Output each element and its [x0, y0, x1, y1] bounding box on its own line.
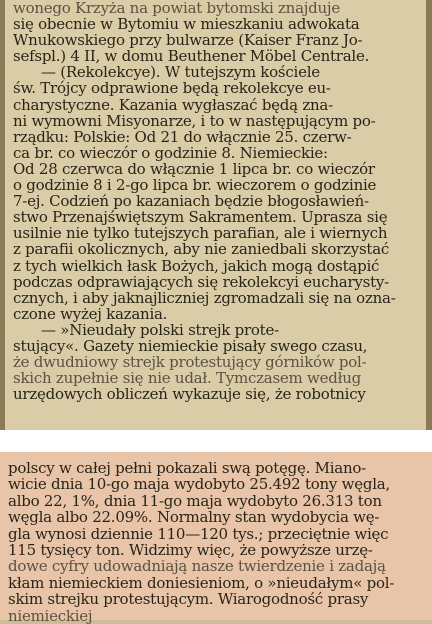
text-line: skim strejku protestującym. Wiarogodność prasy [8, 591, 369, 608]
text-line: niemieckiej [8, 607, 93, 624]
text-line: kłam niemieckiem doniesieniom, o »nieudałym« pol- [8, 574, 395, 592]
text-line: sefspl.) 4 II, w domu Beuthener Möbel Centrale. [13, 48, 370, 65]
text-line: węgla albo 22.09%. Normalny stan wydobycia wę- [8, 509, 380, 526]
text-line: stujący«. Gazety niemieckie pisały swego czasu, [13, 337, 368, 355]
text-line: charystyczne. Kazania wygłaszać będą zna- [13, 96, 333, 113]
text-line: się obecnie w Bytomiu w mieszkaniu adwokata [13, 16, 360, 33]
text-line: Wnukowskiego przy bulwarze (Kaiser Franz Jo- [13, 32, 363, 49]
text-line: skich zupełnie się nie udał. Tymczasem według [13, 370, 361, 387]
text-line: cznych, i aby jaknajliczniej zgromadzali się na ozna- [13, 289, 396, 306]
text-line: podczas odprawiających się rekolekcyi eucharysty- [13, 273, 389, 290]
page-gap [0, 430, 432, 452]
text-line: wicie dnia 10-go maja wydobyto 25.492 tony węgla, [8, 476, 390, 493]
text-line: z parafii okolicznych, aby nie zaniedbali skorzystać [13, 241, 390, 258]
text-line: rządku: Polskie: Od 21 do włącznie 25. czerw- [13, 128, 352, 145]
text-line: wonego Krzyża na powiat bytomski znajduje [13, 0, 340, 17]
text-line: Od 28 czerwca do włącznie 1 lipca br. co wieczór [13, 160, 375, 178]
text-line: z tych wielkich łask Bożych, jakich mogą dostąpić [13, 257, 380, 274]
text-line: gla wynosi dziennie 110—120 tys.; przeciętnie więc [8, 525, 389, 542]
text-line: polscy w całej pełni pokazali swą potęgę. Miano- [8, 460, 366, 477]
text-line: dowe cyfry udowadniają nasze twierdzenie i zadają [8, 558, 386, 575]
text-line: urzędowych obliczeń wykazuje się, że robotnicy [13, 386, 366, 403]
article-bottom-column [0, 452, 432, 624]
section-heading-rekolekcye: — (Rekolekcye). W tutejszym kościele [41, 64, 320, 81]
text-line: 115 tysięcy ton. Widzimy więc, że powyższe urzę- [8, 541, 373, 559]
text-line: 7-ej. Codzień po kazaniach będzie błogosławień- [13, 193, 369, 210]
text-line: czone wyżej kazania. [13, 305, 168, 322]
text-line: że dwudniowy strejk protestujący górników pol- [13, 354, 367, 371]
text-line: ca br. co wieczór o godzinie 8. Niemieckie: [13, 144, 328, 161]
section-heading-strejk: — »Nieudały polski strejk prote- [41, 321, 279, 338]
text-line: albo 22, 1%, dnia 11-go maja wydobyto 26.313 ton [8, 492, 382, 510]
text-line: stwo Przenajświętszym Sakramentem. Uprasza się [13, 209, 388, 226]
text-line: św. Trójcy odprawione będą rekolekcye eu- [13, 80, 331, 97]
text-line: o godzinie 8 i 2-go lipca br. wieczorem o godzinie [13, 177, 377, 194]
text-line: ni wymowni Misyonarze, i to w następującym po- [13, 112, 376, 129]
text-line: usilnie nie tylko tutejszych parafian, ale i wiernych [13, 225, 388, 242]
